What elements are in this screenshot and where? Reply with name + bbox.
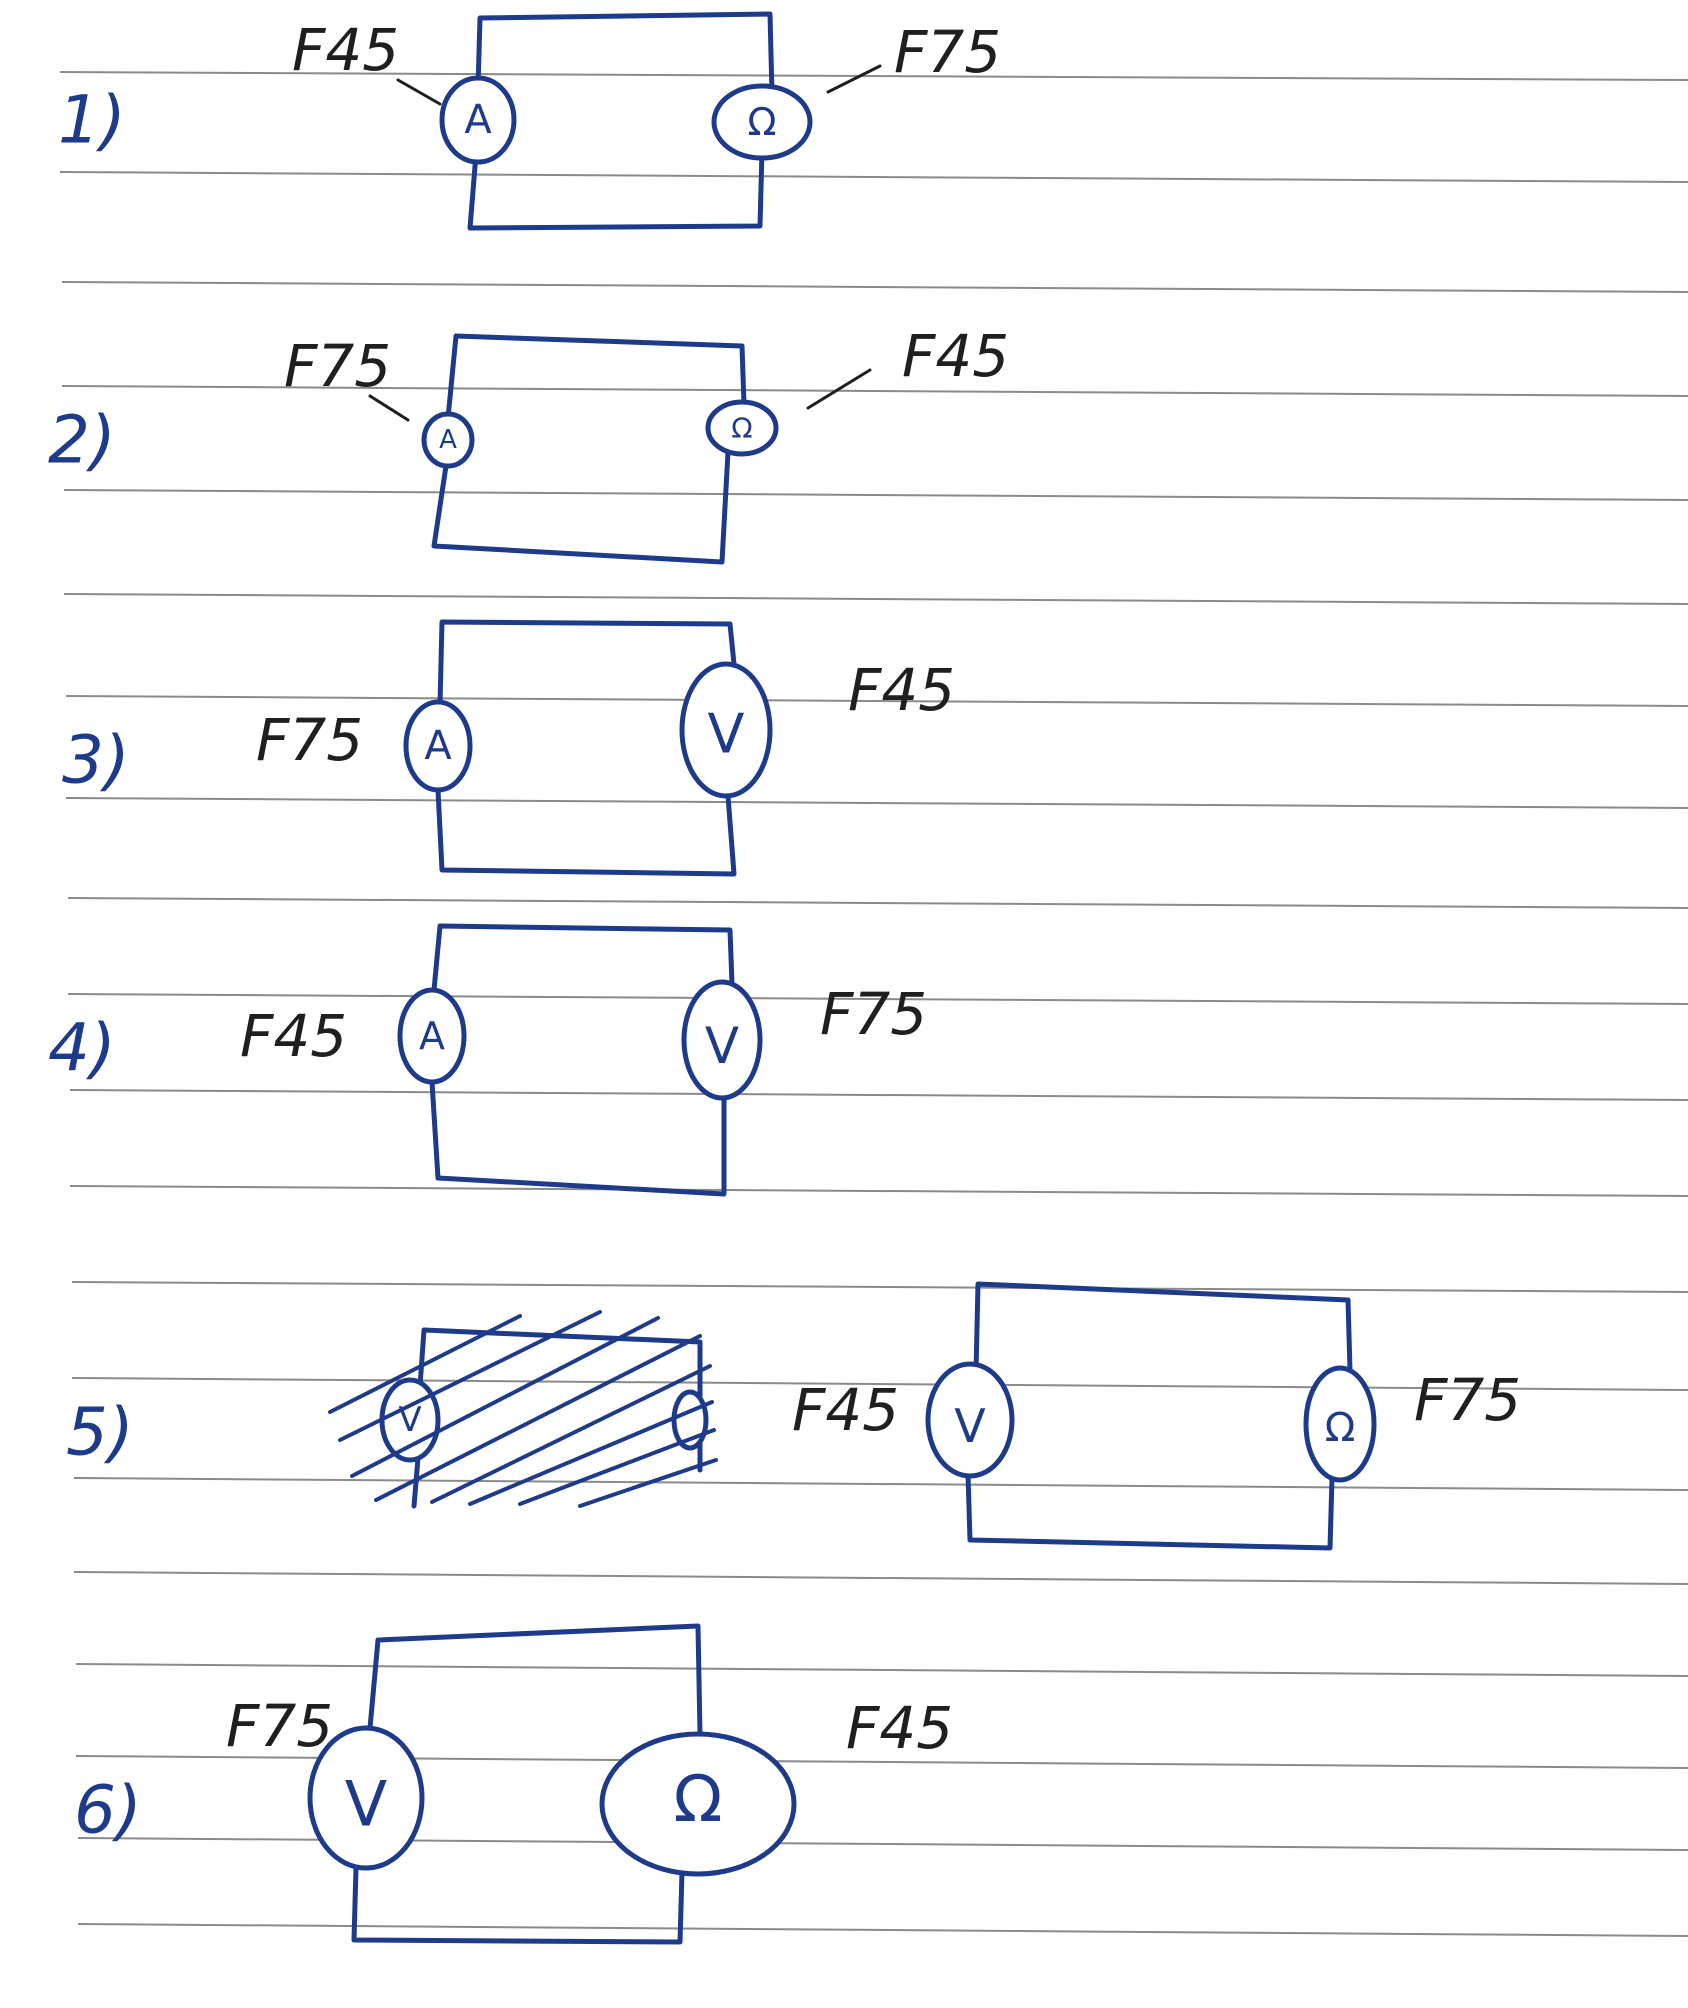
- voltmeter-symbol: V: [344, 1767, 388, 1841]
- rule-line: [74, 1572, 1688, 1584]
- ohmmeter: [714, 86, 810, 158]
- problem-number: 4): [48, 1009, 116, 1087]
- meter-label: F45: [848, 656, 956, 724]
- problem-number: 1): [58, 81, 126, 159]
- ohmmeter-symbol: Ω: [747, 100, 777, 144]
- meter-label: F45: [792, 1376, 900, 1444]
- meter-label: F45: [292, 16, 400, 84]
- ohmmeter: [602, 1734, 794, 1874]
- ohmmeter: [1306, 1368, 1374, 1480]
- rule-line: [64, 594, 1688, 604]
- label-leader: [828, 66, 880, 92]
- ohmmeter-symbol: Ω: [673, 1763, 723, 1837]
- voltmeter: [684, 982, 760, 1098]
- voltmeter-symbol: V: [704, 1017, 740, 1075]
- label-leader: [398, 80, 440, 104]
- circuit-wire: [434, 336, 744, 562]
- ohmmeter-symbol: Ω: [731, 411, 753, 445]
- problem-number: 3): [62, 721, 130, 799]
- rule-line: [62, 282, 1688, 292]
- meter-label: F75: [894, 18, 1002, 86]
- circuit-1: [58, 14, 1001, 228]
- meter-label: F45: [846, 1694, 954, 1762]
- ammeter-symbol: A: [464, 97, 492, 143]
- meter-label: F75: [1414, 1366, 1522, 1434]
- voltmeter-symbol: V: [398, 1400, 422, 1440]
- rule-line: [78, 1924, 1688, 1936]
- ammeter-symbol: A: [439, 425, 457, 455]
- rule-line: [68, 898, 1688, 908]
- rule-line: [66, 798, 1688, 808]
- circuit-5: [66, 1284, 1521, 1548]
- rule-line: [74, 1478, 1688, 1490]
- meter-label: F75: [820, 980, 928, 1048]
- problem-number: 2): [48, 401, 116, 479]
- meter-label: F75: [284, 332, 392, 400]
- ohmmeter-symbol: Ω: [1324, 1405, 1356, 1451]
- rule-line: [72, 1282, 1688, 1292]
- crossed-out-circuit: [330, 1312, 716, 1506]
- ammeter: [400, 990, 464, 1082]
- rule-line: [76, 1664, 1688, 1676]
- voltmeter: [682, 664, 770, 796]
- ammeter: [424, 414, 472, 466]
- problem-number: 5): [66, 1393, 134, 1471]
- voltmeter-symbol: V: [954, 1399, 986, 1453]
- voltmeter-symbol: V: [707, 702, 745, 766]
- rule-line: [70, 1090, 1688, 1100]
- circuit-3: [62, 622, 955, 874]
- label-leader: [808, 370, 870, 408]
- ammeter-symbol: A: [419, 1014, 445, 1058]
- circuit-6: [74, 1626, 953, 1942]
- voltmeter: [928, 1364, 1012, 1476]
- rule-line: [60, 172, 1688, 182]
- circuit-4: [48, 926, 927, 1194]
- ammeter-symbol: A: [424, 723, 452, 769]
- ohmmeter: [708, 402, 776, 454]
- circuit-2: [48, 322, 1009, 562]
- rule-line: [64, 490, 1688, 500]
- ammeter: [406, 702, 470, 790]
- ammeter: [442, 78, 514, 162]
- meter-label: F45: [240, 1002, 348, 1070]
- meter-label: F75: [256, 706, 364, 774]
- rule-line: [70, 1186, 1688, 1196]
- meter-label: F75: [226, 1692, 334, 1760]
- meter-label: F45: [902, 322, 1010, 390]
- problem-number: 6): [74, 1771, 142, 1849]
- circuit-wire: [968, 1284, 1350, 1548]
